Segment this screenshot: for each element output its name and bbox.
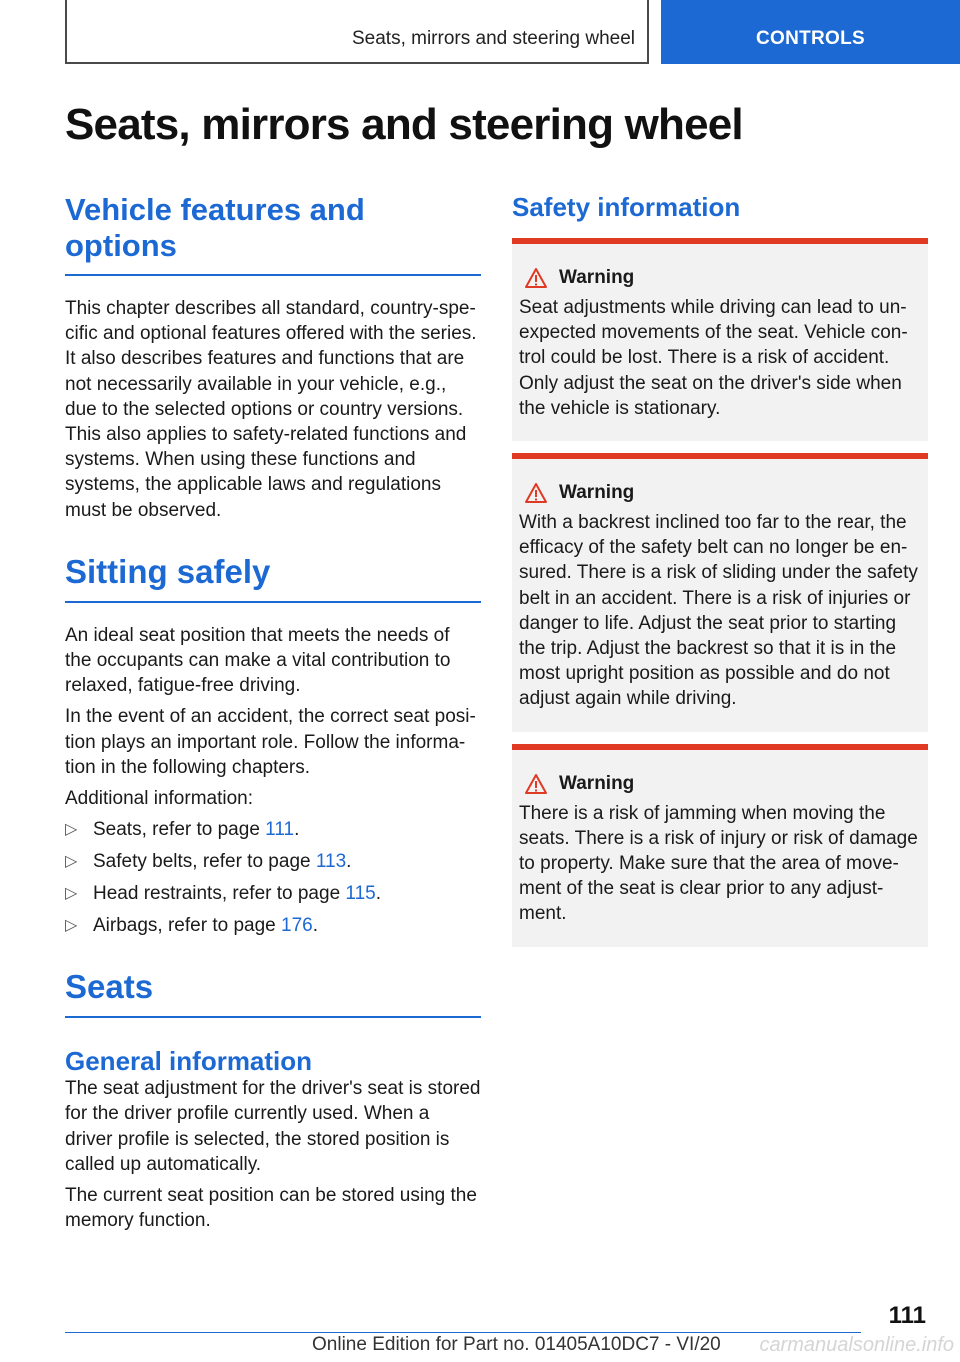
list-item	[65, 913, 481, 938]
warning-box	[512, 744, 928, 947]
warning-header	[519, 481, 920, 505]
warning-box	[512, 453, 928, 732]
page-link[interactable]: 115	[345, 883, 376, 905]
header-section-title: Seats, mirrors and steering wheel	[351, 28, 635, 49]
general-paragraph-1: The seat adjustment for the driver's seat is stored for the driver profile currently used. When a driver profile is selected, the stored position is called up automatically.	[65, 1078, 481, 1175]
triangle-bullet-icon: ▷	[65, 821, 78, 839]
page-link[interactable]: 113	[315, 851, 347, 873]
warning-text: With a backrest inclined too far to the rear, the efficacy of the safety belt can no longer be ensured. There is a risk of sliding under the safety belt in an accident. There is a risk of injuries or danger to life. Adjust the seat prior to starting the trip. Adjust the backrest so that it is in the most upright position as possible and do not adjust again while driving.	[519, 512, 918, 710]
sitting-paragraph-3: Additional information:	[65, 788, 253, 810]
heading-rule	[65, 1016, 481, 1018]
sitting-paragraph-2: In the event of an accident, the correct seat position plays an important role. Follow the information in the following chapters.	[65, 706, 476, 778]
page-link[interactable]: 176	[281, 915, 313, 937]
warning-label: Warning	[559, 267, 635, 288]
watermark: carmanualsonline.info	[759, 1334, 954, 1356]
warning-text: Seat adjustments while driving can lead to unexpected movements of the seat. Vehicle control could be lost. There is a risk of accident. Only adjust the seat on the driver's side when the vehicle is stationary.	[519, 297, 908, 419]
warning-box	[512, 238, 928, 441]
list-item-end: .	[346, 851, 352, 873]
list-item-end: .	[375, 883, 381, 905]
warning-triangle-icon	[519, 266, 557, 290]
list-item	[65, 849, 481, 874]
header-tab-label: CONTROLS	[755, 28, 865, 49]
heading-seats: Seats	[65, 968, 154, 1006]
triangle-bullet-icon: ▷	[65, 853, 78, 871]
sitting-paragraph-1: An ideal seat position that meets the needs of the occupants can make a vital contribution to relaxed, fatigue-free driving.	[65, 624, 451, 697]
right-column	[512, 192, 928, 959]
list-item-text: Head restraints, refer to page	[93, 883, 346, 905]
heading-rule	[65, 601, 481, 603]
warning-header	[519, 266, 920, 290]
general-paragraph-2: The current seat position can be stored using the memory function.	[65, 1185, 477, 1232]
header-tab[interactable]	[661, 0, 960, 64]
page-link[interactable]: 111	[265, 819, 295, 841]
footer-rule	[65, 1332, 861, 1333]
warning-header	[519, 772, 920, 796]
list-item	[65, 817, 481, 842]
page-title: Seats, mirrors and steering wheel	[65, 100, 743, 149]
heading-rule	[65, 274, 481, 276]
list-item-end: .	[294, 819, 300, 841]
list-item	[65, 881, 481, 906]
page-number: 111	[888, 1302, 926, 1329]
heading-safety-information: Safety information	[512, 192, 741, 222]
triangle-bullet-icon: ▷	[65, 885, 78, 903]
warning-triangle-icon	[519, 772, 557, 796]
heading-vehicle-features: Vehicle features and options	[65, 192, 365, 263]
list-item-text: Safety belts, refer to page	[93, 851, 316, 873]
warning-text: There is a risk of jamming when moving the seats. There is a risk of injury or risk of damage to property. Make sure that the area of movement of the seat is clear prior to any adjustment.	[519, 802, 918, 925]
heading-general-information: General information	[65, 1046, 313, 1077]
edition-text: Online Edition for Part no. 01405A10DC7 - VI/20	[312, 1334, 721, 1355]
features-paragraph: This chapter describes all standard, country-specific and optional features offered with the series. It also describes features and functions that are not necessarily available in your vehicle, e.g., due to the selected options or country versions. This also applies to safety-related functions and systems. When using these functions and systems, the applicable laws and regulations must be observed.	[65, 298, 477, 521]
warning-label: Warning	[559, 772, 635, 794]
list-item-text: Airbags, refer to page	[93, 915, 281, 937]
warning-label: Warning	[559, 482, 635, 504]
triangle-bullet-icon: ▷	[65, 917, 78, 935]
list-item-end: .	[312, 915, 318, 937]
warning-triangle-icon	[519, 481, 557, 505]
left-column	[65, 192, 481, 1239]
heading-sitting-safely: Sitting safely	[65, 552, 271, 590]
reference-list	[65, 817, 481, 938]
header-section-box	[65, 0, 649, 64]
list-item-text: Seats, refer to page	[93, 819, 266, 841]
